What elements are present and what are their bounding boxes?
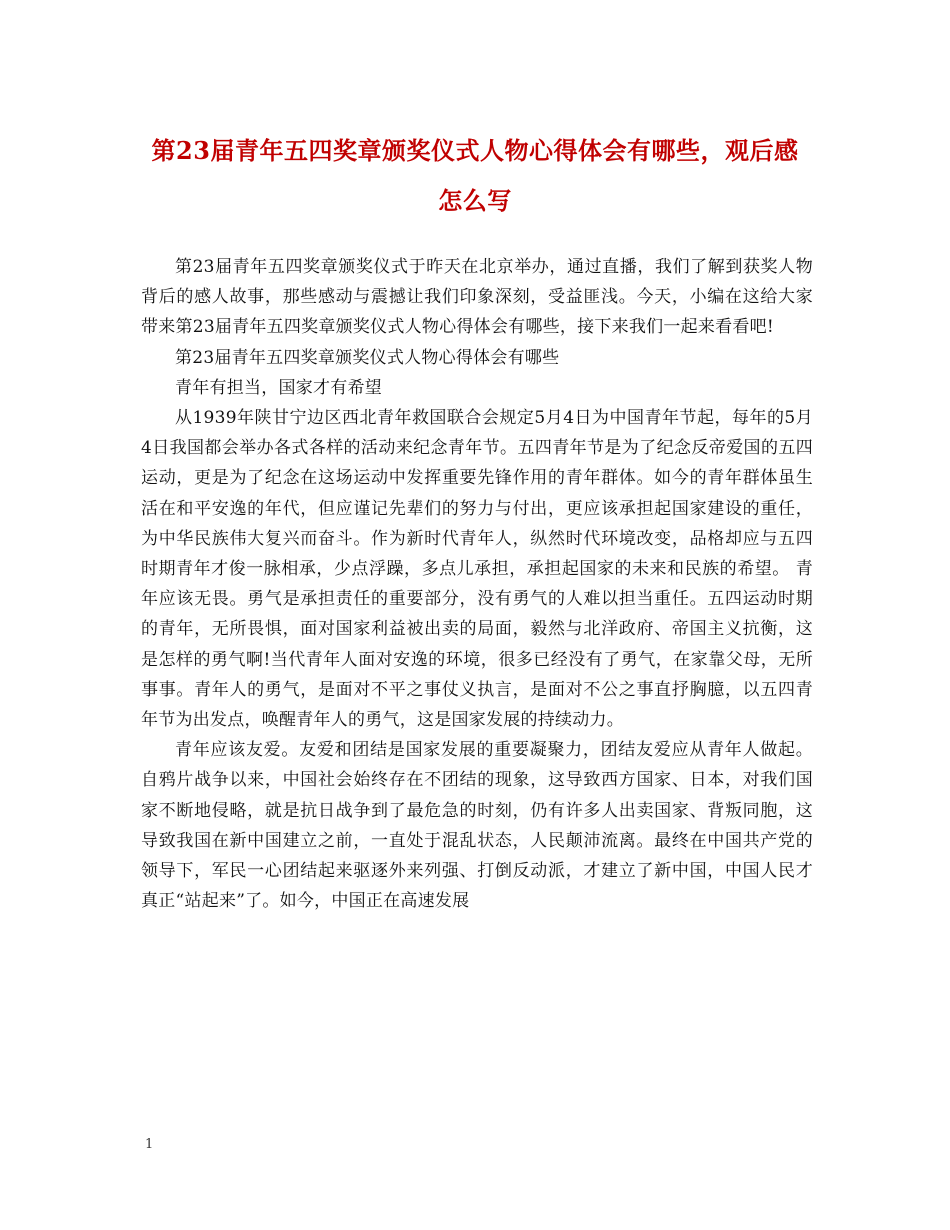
subsection-heading: 青年有担当，国家才有希望 — [175, 377, 382, 398]
body-paragraph: 青年应该友爱。友爱和团结是国家发展的重要凝聚力，团结友爱应从青年人做起。自鸦片战争以来，中国社会始终存在不团结的现象，这导致西方国家、日本，对我们国家不断地侵略，就是抗日战争到了最危急的时刻，仍有许多人出卖国家、背叛同胞，这导致我国在新中国建立之前，一直处于混乱状态，人民颠沛流离。最终在中国共产党的领导下，军民一心团结起来驱逐外来列强、打倒反动派，才建立了新中国，中国人民才真正“站起来”了。如今，中国正在高速发展 — [141, 740, 813, 912]
page-number: 1 — [145, 1137, 154, 1152]
title-line-1: 第23届青年五四奖章颁奖仪式人物心得体会有哪些，观后感 — [151, 136, 799, 165]
body-paragraph: 从1939年陕甘宁边区西北青年救国联合会规定5月4日为中国青年节起，每年的5月4日我国都会举办各式各样的活动来纪念青年节。五四青年节是为了纪念反帝爱国的五四运动，更是为了纪念在这场运动中发挥重要先锋作用的青年群体。如今的青年群体虽生活在和平安逸的年代，但应谨记先辈们的努力与付出，更应该承担起国家建设的重任，为中华民族伟大复兴而奋斗。作为新时代青年人，纵然时代环境改变，品格却应与五四时期青年才俊一脉相承，少点浮躁，多点儿承担，承担起国家的未来和民族的希望。 青年应该无畏。勇气是承担责任的重要部分，没有勇气的人难以担当重任。五四运动时期的青年，无所畏惧，面对国家利益被出卖的局面，毅然与北洋政府、帝国主义抗衡，这是怎样的勇气啊!当代青年人面对安逸的环境，很多已经没有了勇气，在家靠父母，无所事事。青年人的勇气，是面对不平之事仗义执言，是面对不公之事直抒胸臆，以五四青年节为出发点，唤醒青年人的勇气，这是国家发展的持续动力。 — [141, 408, 813, 731]
document-body — [141, 252, 813, 916]
section-heading: 第23届青年五四奖章颁奖仪式人物心得体会有哪些 — [175, 347, 560, 368]
document-title — [130, 126, 820, 226]
intro-paragraph: 第23届青年五四奖章颁奖仪式于昨天在北京举办，通过直播，我们了解到获奖人物背后的感人故事，那些感动与震撼让我们印象深刻，受益匪浅。今天，小编在这给大家带来第23届青年五四奖章颁奖仪式人物心得体会有哪些，接下来我们一起来看看吧! — [141, 257, 813, 338]
title-line-2: 怎么写 — [438, 186, 512, 215]
